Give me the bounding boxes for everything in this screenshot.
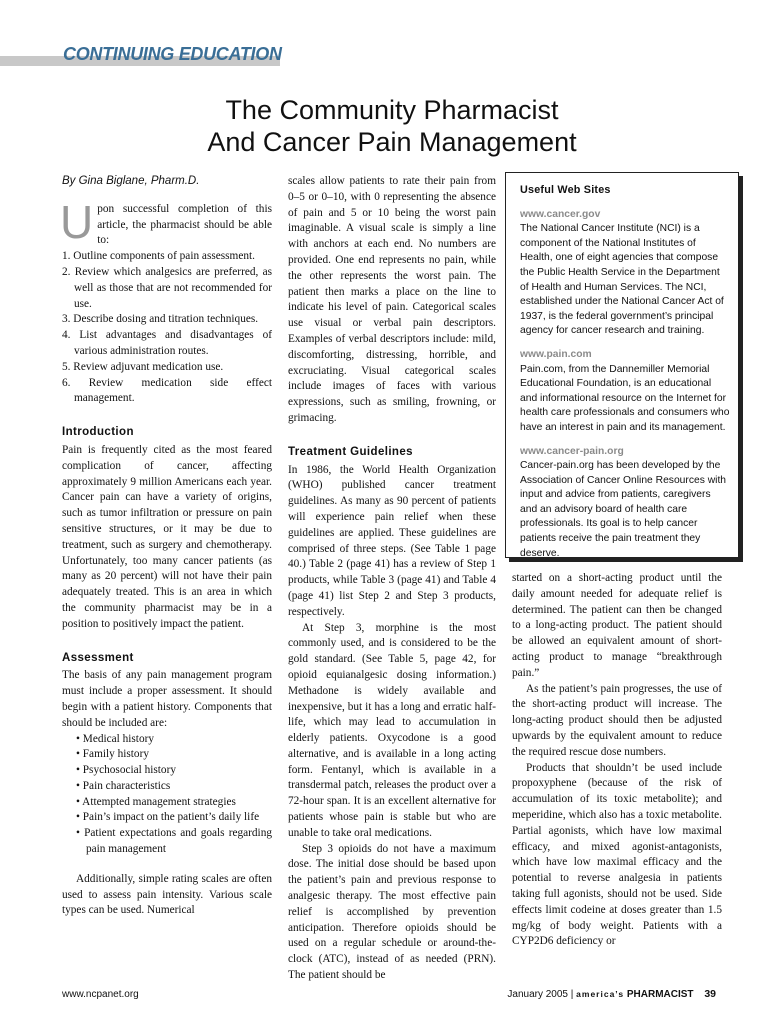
paragraph-assessment: The basis of any pain management program must include a proper assessment. It should begin with a patient history. Components that should be included are: bbox=[62, 669, 272, 729]
heading-treatment-guidelines: Treatment Guidelines bbox=[288, 445, 413, 458]
paragraph-rating-scales: Additionally, simple rating scales are often used to assess pain intensity. Various scale types can be used. Numerical bbox=[62, 872, 272, 917]
list-item: • Pain’s impact on the patient’s daily life bbox=[76, 811, 260, 824]
site-description: The National Cancer Institute (NCI) is a component of the National Institutes of Health, one of eight agencies that compose the Public Health Service in the Department of Health and Human Services. The NCI, established under the National Cancer Act of 1937, is the federal government’s principal agency for cancer research and training. bbox=[520, 223, 724, 337]
list-item: • Pain characteristics bbox=[76, 779, 171, 792]
site-link-pain-com[interactable]: www.pain.com bbox=[520, 348, 592, 360]
footer-date: January 2005 | bbox=[507, 989, 574, 1000]
column-3 bbox=[512, 571, 722, 950]
footer-website[interactable]: www.ncpanet.org bbox=[62, 989, 139, 1000]
page-number: 39 bbox=[704, 988, 716, 1000]
list-item: 2. Review which analgesics are preferred, as well as those that are not recommended for use. bbox=[62, 265, 272, 310]
paragraph-col3-1: started on a short-acting product until the daily amount needed for adequate relief is determined. The patient can then be changed to a long-acting product. The patient should be allowed an equivalent amount of short-acting product to manage “breakthrough pain.” bbox=[512, 572, 722, 679]
list-item: • Medical history bbox=[76, 732, 154, 745]
paragraph-col3-3: Products that shouldn’t be used include propoxyphene (because of the risk of accumulation of its toxic metabolite); and meperidine, which also has a toxic metabolite. Partial agonists, which have low maximal efficacy, and mixed agonist-antagonists, which have low maximal efficacy and the potential to reverse analgesia in patients taking full agonists, should not be used. Side effects limit codeine at doses greater than 1.5 mg/kg of body weight. Patients with a CYP2D6 deficiency or bbox=[512, 761, 722, 948]
paragraph-col3-2: As the patient’s pain progresses, the use of the short-acting product will increase. The long-acting product should then be adjusted upwards by the equivalent amount to reduce the required rescue dose numbers. bbox=[512, 682, 722, 758]
paragraph-treatment-2: At Step 3, morphine is the most commonly used, and is considered to be the gold standard. (See Table 5, page 42, for opioid equianalgesic dosing information.) Methadone is widely available and inexpensive, but it has a long and erratic half-life, which may lead to accumulation in elderly patients. Oxycodone is a good alternative, and is available in a long acting form. Fentanyl, which is available in a transdermal patch, releases the product over a 72-hour span. It is an excellent alternative for patients whose pain is stable but who are unable to take oral medications. bbox=[288, 621, 496, 839]
byline: By Gina Biglane, Pharm.D. bbox=[62, 175, 200, 187]
sidebar-title: Useful Web Sites bbox=[520, 184, 611, 196]
list-item: 4. List advantages and disadvantages of various administration routes. bbox=[62, 329, 272, 357]
list-item: • Attempted management strategies bbox=[76, 795, 236, 808]
column-2 bbox=[288, 174, 496, 984]
heading-introduction: Introduction bbox=[62, 426, 134, 439]
list-item: 6. Review medication side effect management. bbox=[62, 376, 272, 405]
site-description: Cancer-pain.org has been developed by the Association of Cancer Online Resources with input and advice from patients, caregivers and an advisory board of health care professionals. Its goal is to help cancer patients receive the pain treatment they deserve. bbox=[520, 460, 727, 559]
paragraph-introduction: Pain is frequently cited as the most feared complication of cancer, affecting approximately 9 million Americans each year. Cancer pain can have a variety of origins, such as tumor infiltration or pressure on pain sensitive structures, or it may be due to treatment, such as surgery and chemotherapy. Unfortunately, too many cancer patients (as many as 20 percent) will not have their pain adequately treated. This is an area in which the community pharmacist may be in a position to positively impact the patient. bbox=[62, 443, 272, 630]
paragraph-rating-scales-cont: scales allow patients to rate their pain from 0–5 or 0–10, with 0 representing the absence of pain and 5 or 10 being the worst pain imaginable. A visual scale is simply a line with anchors at each end. No numbers are provided. One end represents no pain, while the other represents the worst pain. The patient then marks a place on the line to indicate his level of pain. Categorical scales use visual or verbal pain descriptors. Examples of verbal descriptors include: mild, discomforting, distressing, horrible, and excruciating. Visual categorical scales include images of faces with various expressions, such as smiling, frowning, or grimacing. bbox=[288, 175, 496, 424]
title-line-1: The Community Pharmacist bbox=[225, 95, 559, 125]
column-1 bbox=[62, 174, 272, 919]
site-link-cancer-gov[interactable]: www.cancer.gov bbox=[520, 208, 601, 220]
drop-cap: U bbox=[60, 195, 94, 248]
magazine-name: PHARMACIST bbox=[626, 989, 694, 1000]
list-item: • Patient expectations and goals regarding pain management bbox=[76, 827, 272, 856]
article-title bbox=[0, 94, 770, 158]
assessment-list bbox=[62, 732, 272, 858]
intro-paragraph bbox=[60, 195, 272, 249]
footer-info bbox=[507, 988, 716, 1000]
list-item: 3. Describe dosing and titration techniques. bbox=[62, 313, 259, 326]
objectives-list bbox=[62, 249, 272, 407]
site-description: Pain.com, from the Dannemiller Memorial Educational Foundation, is an educational and informational resource on the Internet for health care professionals and consumers who have an interest in pain and its management. bbox=[520, 363, 730, 433]
list-item: • Psychosocial history bbox=[76, 764, 176, 777]
section-label: CONTINUING EDUCATION bbox=[63, 44, 282, 64]
paragraph-treatment-3: Step 3 opioids do not have a maximum dose. The initial dose should be based upon the patient’s pain and previous response to analgesic therapy. The most effective pain relief is accomplished by prevention anticipation. Therefore opioids should be used on a regular schedule or around-the-clock (ATC), instead of as needed (PRN). The patient should be bbox=[288, 842, 496, 982]
title-line-2: And Cancer Pain Management bbox=[207, 127, 577, 157]
list-item: 1. Outline components of pain assessment. bbox=[62, 250, 255, 263]
paragraph-treatment-1: In 1986, the World Health Organization (WHO) published cancer treatment guidelines. As many as 90 percent of patients will experience pain relief when these guidelines are applied. These guidelines are comprised of three steps. (See Table 1 page 40.) Table 2 (page 41) has a review of Step 1 products, while Table 3 (page 41) and Table 4 (page 41) list Step 2 and Step 3 products, respectively. bbox=[288, 463, 496, 618]
list-item: 5. Review adjuvant medication use. bbox=[62, 360, 224, 373]
useful-web-sites-box bbox=[505, 172, 739, 558]
heading-assessment: Assessment bbox=[62, 651, 134, 664]
list-item: • Family history bbox=[76, 748, 149, 761]
magazine-prefix: america’s bbox=[576, 989, 625, 999]
intro-text: pon successful completion of this article, the pharmacist should be able to: bbox=[97, 202, 272, 247]
site-link-cancer-pain-org[interactable]: www.cancer-pain.org bbox=[520, 445, 624, 457]
